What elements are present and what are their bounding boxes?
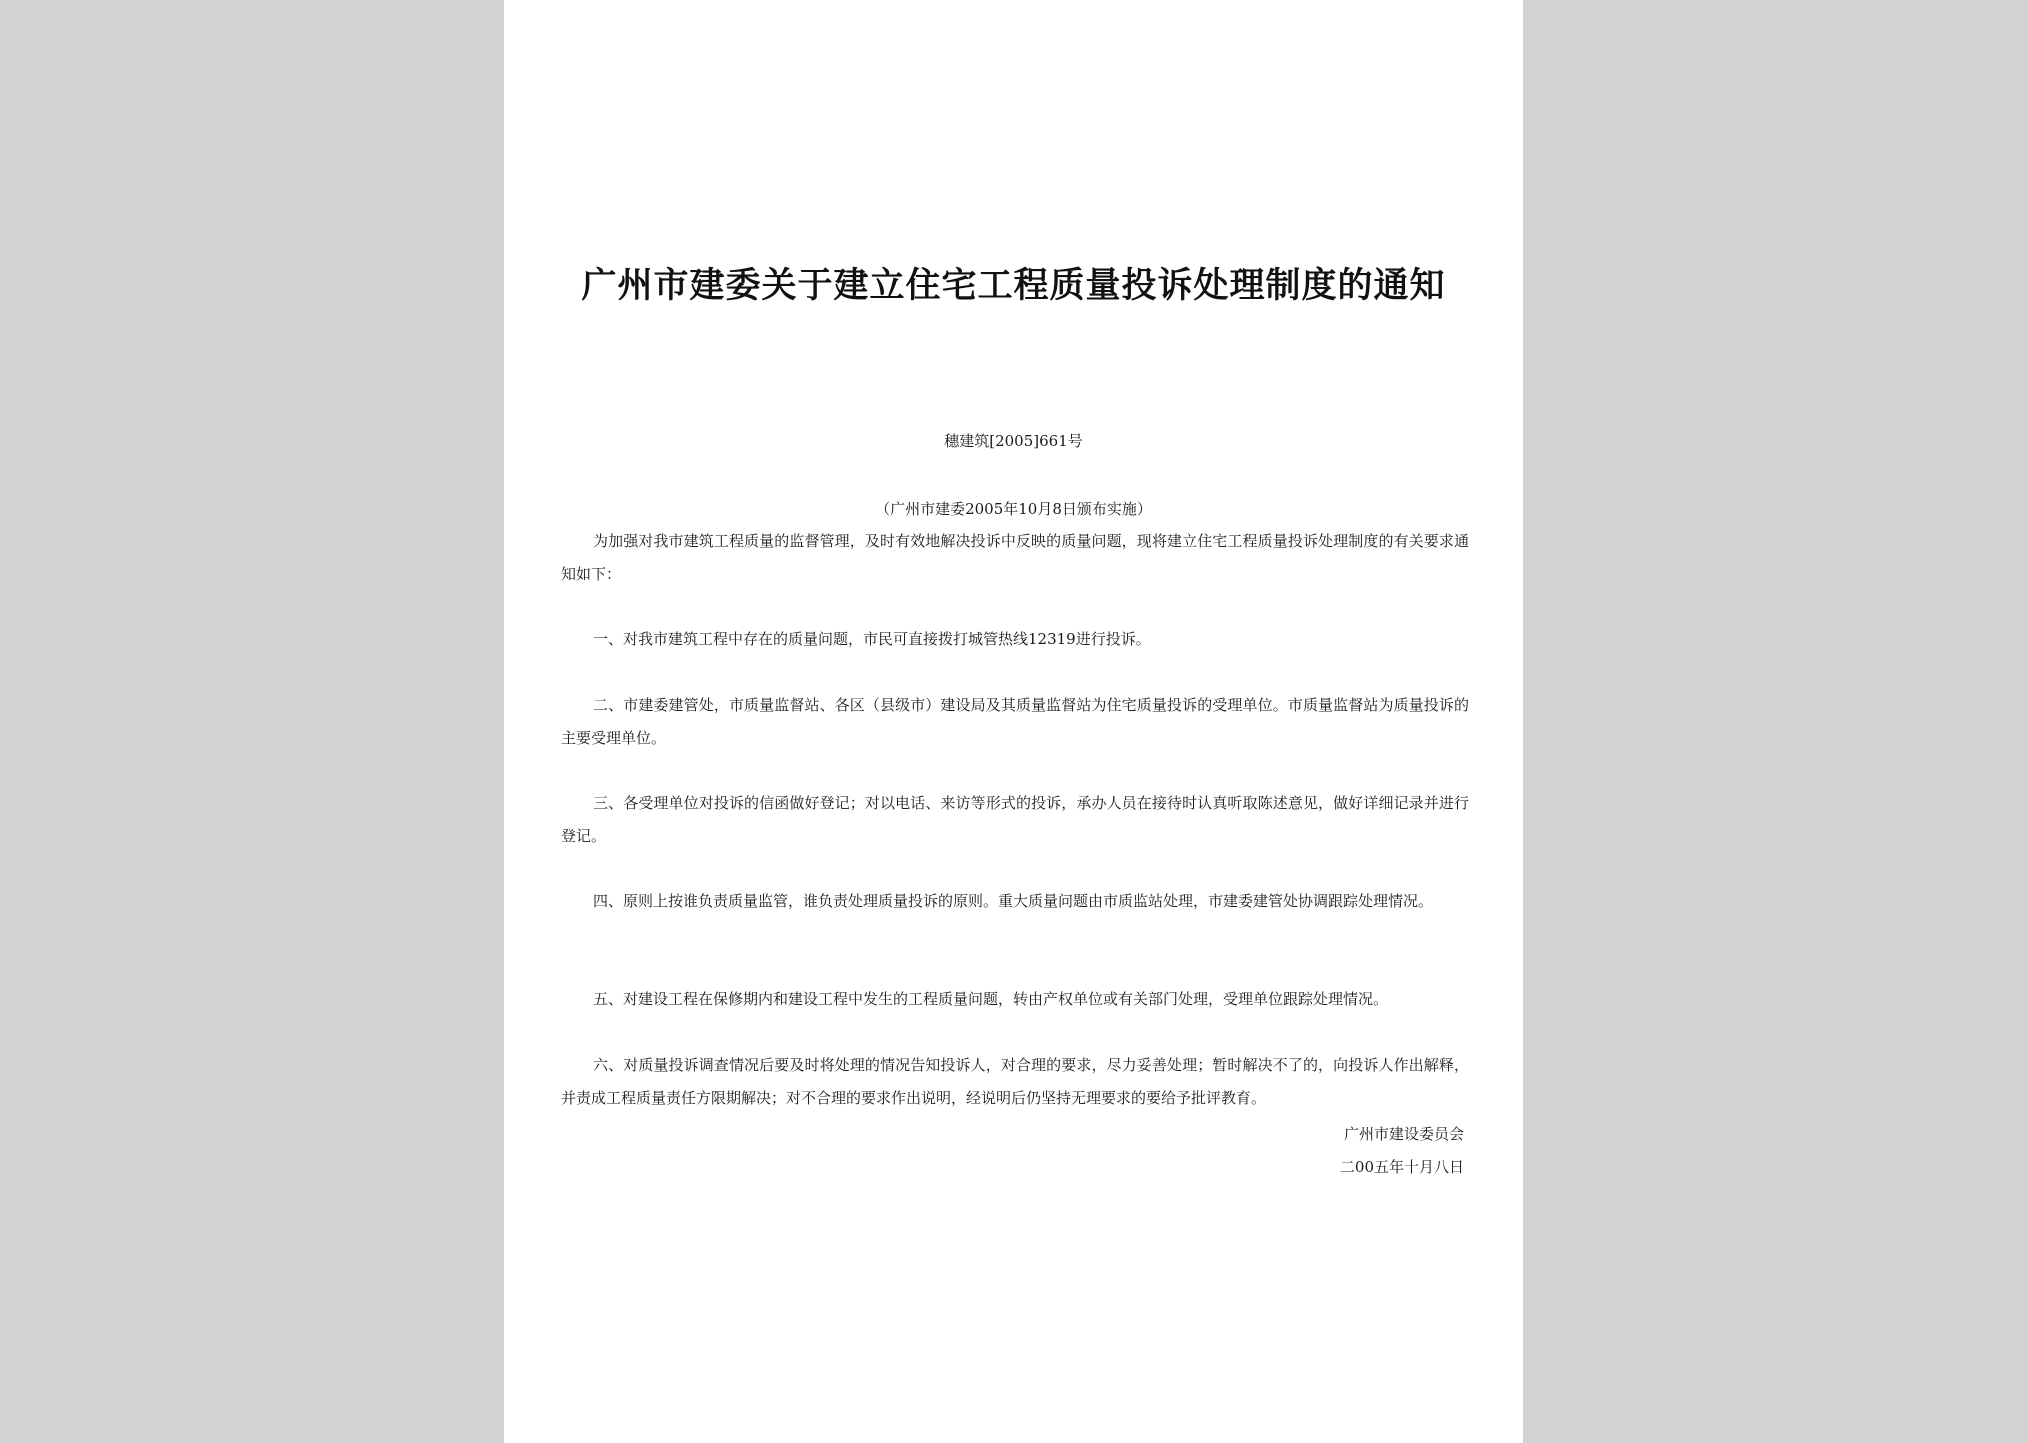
intro-paragraph: 为加强对我市建筑工程质量的监督管理，及时有效地解决投诉中反映的质量问题，现将建立住宅工程质量投诉处理制度的有关要求通知如下： (561, 532, 1469, 583)
document-number: 穗建筑[2005]661号 (944, 432, 1083, 450)
paragraph-5: 五、对建设工程在保修期内和建设工程中发生的工程质量问题，转由产权单位或有关部门处理，受理单位跟踪处理情况。 (593, 990, 1389, 1008)
paragraph-6: 六、对质量投诉调查情况后要及时将处理的情况告知投诉人，对合理的要求，尽力妥善处理；暂时解决不了的，向投诉人作出解释，并责成工程质量责任方限期解决；对不合理的要求作出说明，经说明后仍坚持无理要求的要给予批评教育。 (561, 1056, 1469, 1107)
document-page (504, 0, 1523, 1443)
paragraph-1: 一、对我市建筑工程中存在的质量问题，市民可直接拨打城管热线12319进行投诉。 (593, 630, 1151, 648)
signature-organization: 广州市建设委员会 (1343, 1125, 1464, 1143)
issued-note: （广州市建委2005年10月8日颁布实施） (875, 500, 1152, 518)
signature-date: 二00五年十月八日 (1339, 1158, 1464, 1176)
paragraph-3: 三、各受理单位对投诉的信函做好登记；对以电话、来访等形式的投诉，承办人员在接待时认真听取陈述意见，做好详细记录并进行登记。 (561, 794, 1469, 845)
document-title: 广州市建委关于建立住宅工程质量投诉处理制度的通知 (581, 265, 1446, 306)
paragraph-2: 二、市建委建管处，市质量监督站、各区（县级市）建设局及其质量监督站为住宅质量投诉的受理单位。市质量监督站为质量投诉的主要受理单位。 (561, 696, 1469, 747)
paragraph-4: 四、原则上按谁负责质量监管，谁负责处理质量投诉的原则。重大质量问题由市质监站处理，市建委建管处协调跟踪处理情况。 (593, 892, 1434, 910)
